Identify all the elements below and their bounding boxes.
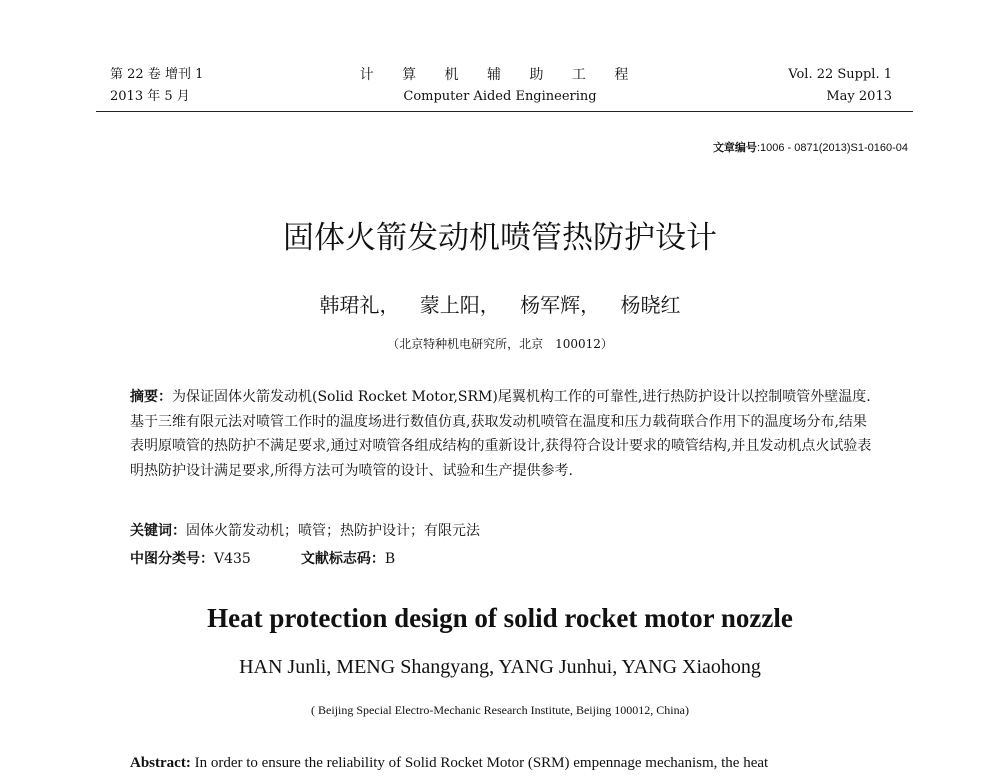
keywords-cn [130, 520, 480, 540]
abstract-cn [130, 385, 875, 483]
volume-info-cn: 第 22 卷 增刊 1 [110, 67, 204, 82]
clc-label: 中图分类号： [130, 551, 214, 567]
abstract-en-text: In order to ensure the reliability of Solid Rocket Motor (SRM) empennage mechanism, the heat [194, 755, 769, 771]
abstract-cn-label: 摘要： [130, 389, 172, 405]
paper-title-cn: 固体火箭发动机喷管热防护设计 [283, 220, 717, 256]
abstract-en [130, 750, 880, 771]
doc-code-label: 文献标志码： [300, 551, 385, 567]
journal-name-en: Computer Aided Engineering [403, 89, 597, 104]
authors-cn: 韩珺礼， 蒙上阳， 杨军辉， 杨晓红 [319, 293, 681, 317]
volume-info-en: Vol. 22 Suppl. 1 [788, 67, 892, 82]
affiliation-cn: （北京特种机电研究所，北京 100012） [387, 337, 613, 351]
article-number [713, 139, 908, 155]
article-number-label: 文章编号 [712, 142, 757, 154]
affiliation-en: ( Beijing Special Electro-Mechanic Research Institute, Beijing 100012, China) [311, 703, 689, 717]
header-right [788, 64, 892, 108]
keywords-label: 关键词： [130, 523, 186, 539]
doc-code-value: B [384, 551, 396, 567]
article-number-value: :1006 - 0871(2013)S1-0160-04 [756, 142, 908, 154]
keywords-text: 固体火箭发动机；喷管；热防护设计；有限元法 [186, 523, 480, 539]
abstract-cn-text: 为保证固体火箭发动机(Solid Rocket Motor,SRM)尾翼机构工作的可靠性,进行热防护设计以控制喷管外壁温度.基于三维有限元法对喷管工作时的温度场进行数值仿真,获取发动机喷管在温度和压力载荷联合作用下的温度场分布,结果表明原喷管的热防护不满足要求,通过对喷管各组成结构的重新设计,获得符合设计要求的喷管结构,并且发动机点火试验表明热防护设计满足要求,所得方法可为喷管的设计、试验和生产提供参考. [130, 389, 872, 479]
abstract-en-label: Abstract: [130, 755, 191, 771]
date-en: May 2013 [826, 89, 892, 104]
authors-en: HAN Junli, MENG Shangyang, YANG Junhui, YANG Xiaohong [239, 656, 761, 678]
date-cn: 2013 年 5 月 [110, 89, 190, 104]
paper-title-en: Heat protection design of solid rocket motor nozzle [207, 603, 793, 633]
clc-value: V435 [214, 551, 251, 567]
journal-name-cn: 计 算 机 辅 助 工 程 [359, 67, 641, 83]
header-divider [96, 111, 913, 112]
classification-line [130, 548, 395, 568]
